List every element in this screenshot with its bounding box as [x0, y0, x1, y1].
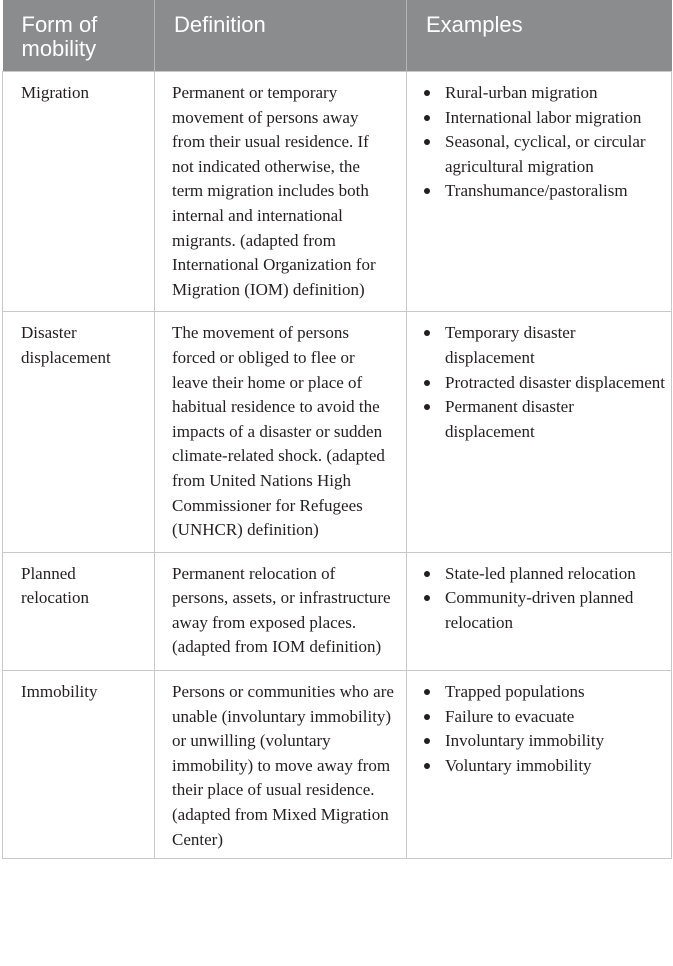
table-row — [3, 72, 672, 312]
form-cell: Disaster displacement — [3, 312, 155, 552]
examples-list — [422, 81, 667, 204]
list-item: Community-driven planned relocation — [422, 586, 667, 635]
list-item: State-led planned relocation — [422, 562, 667, 587]
list-item: Protracted disaster displacement — [422, 371, 667, 396]
header-row — [3, 0, 672, 72]
table-body — [3, 72, 672, 859]
table-header — [3, 0, 672, 72]
examples-cell — [407, 552, 672, 670]
examples-list — [422, 562, 667, 636]
list-item: International labor migration — [422, 106, 667, 131]
examples-cell — [407, 312, 672, 552]
mobility-table — [2, 0, 672, 859]
header-form-of-mobility: Form of mobility — [3, 0, 155, 72]
definition-cell: Persons or communities who are unable (involuntary immobility) or unwilling (voluntary immobility) to move away from their place of usual residence. (adapted from Mixed Migration Center) — [155, 671, 407, 859]
examples-cell — [407, 671, 672, 859]
list-item: Voluntary immobility — [422, 754, 667, 779]
examples-cell — [407, 72, 672, 312]
table-row — [3, 671, 672, 859]
form-cell: Planned relocation — [3, 552, 155, 670]
list-item: Permanent disaster displacement — [422, 395, 667, 444]
list-item: Failure to evacuate — [422, 705, 667, 730]
definition-cell: The movement of persons forced or obliged to flee or leave their home or place of habitual residence to avoid the impacts of a disaster or sudden climate-related shock. (adapted from United Nations High Commissioner for Refugees (UNHCR) definition) — [155, 312, 407, 552]
list-item: Involuntary immobility — [422, 729, 667, 754]
definition-cell: Permanent relocation of persons, assets, or infrastructure away from exposed places. (adapted from IOM definition) — [155, 552, 407, 670]
header-examples: Examples — [407, 0, 672, 72]
table-row — [3, 552, 672, 670]
header-definition: Definition — [155, 0, 407, 72]
list-item: Seasonal, cyclical, or circular agricultural migration — [422, 130, 667, 179]
list-item: Transhumance/pastoralism — [422, 179, 667, 204]
list-item: Temporary disaster displacement — [422, 321, 667, 370]
form-cell: Immobility — [3, 671, 155, 859]
list-item: Rural-urban migration — [422, 81, 667, 106]
examples-list — [422, 680, 667, 778]
table-row — [3, 312, 672, 552]
form-cell: Migration — [3, 72, 155, 312]
list-item: Trapped populations — [422, 680, 667, 705]
definition-cell: Permanent or temporary movement of persons away from their usual residence. If not indicated otherwise, the term migration includes both internal and international migrants. (adapted from International Organization for Migration (IOM) definition) — [155, 72, 407, 312]
examples-list — [422, 321, 667, 444]
